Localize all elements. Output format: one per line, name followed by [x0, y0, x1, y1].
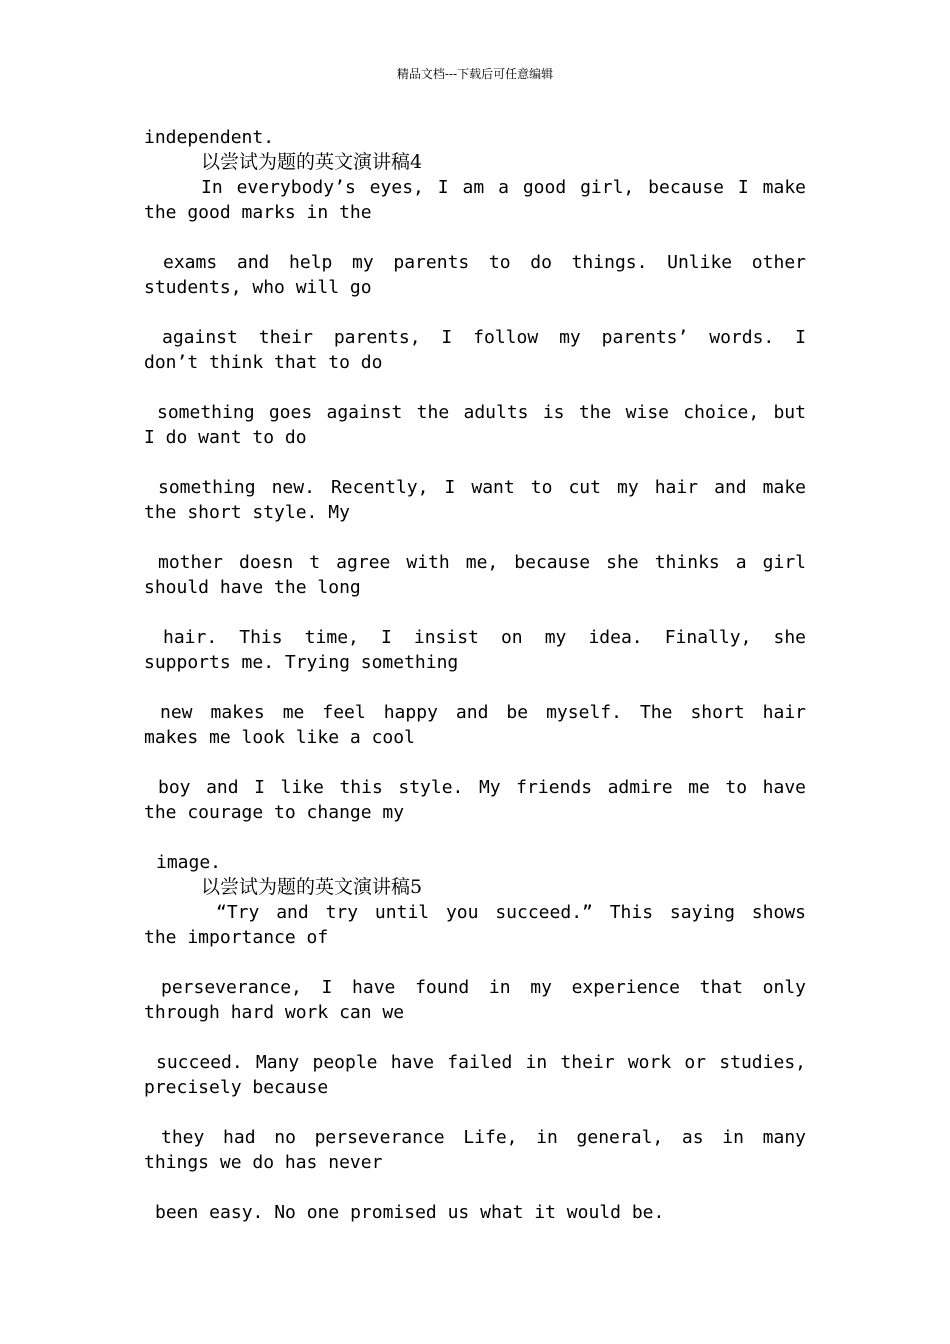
text-line: students, who will go [144, 277, 372, 298]
text-line: precisely because [144, 1077, 329, 1098]
text-line: exams and help my parents to do things. Unlike other [163, 252, 806, 273]
text-line: through hard work can we [144, 1002, 405, 1023]
text-line: mother doesn t agree with me, because she thinks a girl [158, 552, 806, 573]
text-line: “Try and try until you succeed.” This saying shows [216, 902, 806, 923]
text-line: against their parents, I follow my parents’ words. I [162, 327, 806, 348]
text-line: the good marks in the [144, 202, 372, 223]
text-line: image. [156, 852, 222, 873]
section-heading-5: 以尝试为题的英文演讲稿5 [201, 876, 423, 898]
text-line: don’t think that to do [144, 352, 383, 373]
text-line: I do want to do [144, 427, 307, 448]
text-line: the importance of [144, 927, 329, 948]
text-line: the short style. My [144, 502, 350, 523]
text-line: new makes me feel happy and be myself. The short hair [160, 702, 806, 723]
document-body [144, 125, 806, 1225]
text-line: perseverance, I have found in my experience that only [161, 977, 806, 998]
text-line: the courage to change my [144, 802, 405, 823]
text-line: boy and I like this style. My friends admire me to have [158, 777, 806, 798]
text-line: hair. This time, I insist on my idea. Finally, she [163, 627, 806, 648]
text-line: things we do has never [144, 1152, 383, 1173]
text-line: makes me look like a cool [144, 727, 415, 748]
text-line: something goes against the adults is the wise choice, but [157, 402, 806, 423]
text-line: succeed. Many people have failed in their work or studies, [156, 1052, 806, 1073]
page-header: 精品文档---下载后可任意编辑 [396, 67, 554, 81]
text-line: been easy. No one promised us what it would be. [155, 1202, 665, 1223]
text-line: supports me. Trying something [144, 652, 459, 673]
text-line: independent. [144, 127, 275, 148]
text-line: In everybody’s eyes, I am a good girl, because I make [201, 177, 806, 198]
text-line: should have the long [144, 577, 361, 598]
section-heading-4: 以尝试为题的英文演讲稿4 [201, 151, 423, 173]
text-line: something new. Recently, I want to cut my hair and make [158, 477, 806, 498]
text-line: they had no perseverance Life, in general, as in many [161, 1127, 806, 1148]
